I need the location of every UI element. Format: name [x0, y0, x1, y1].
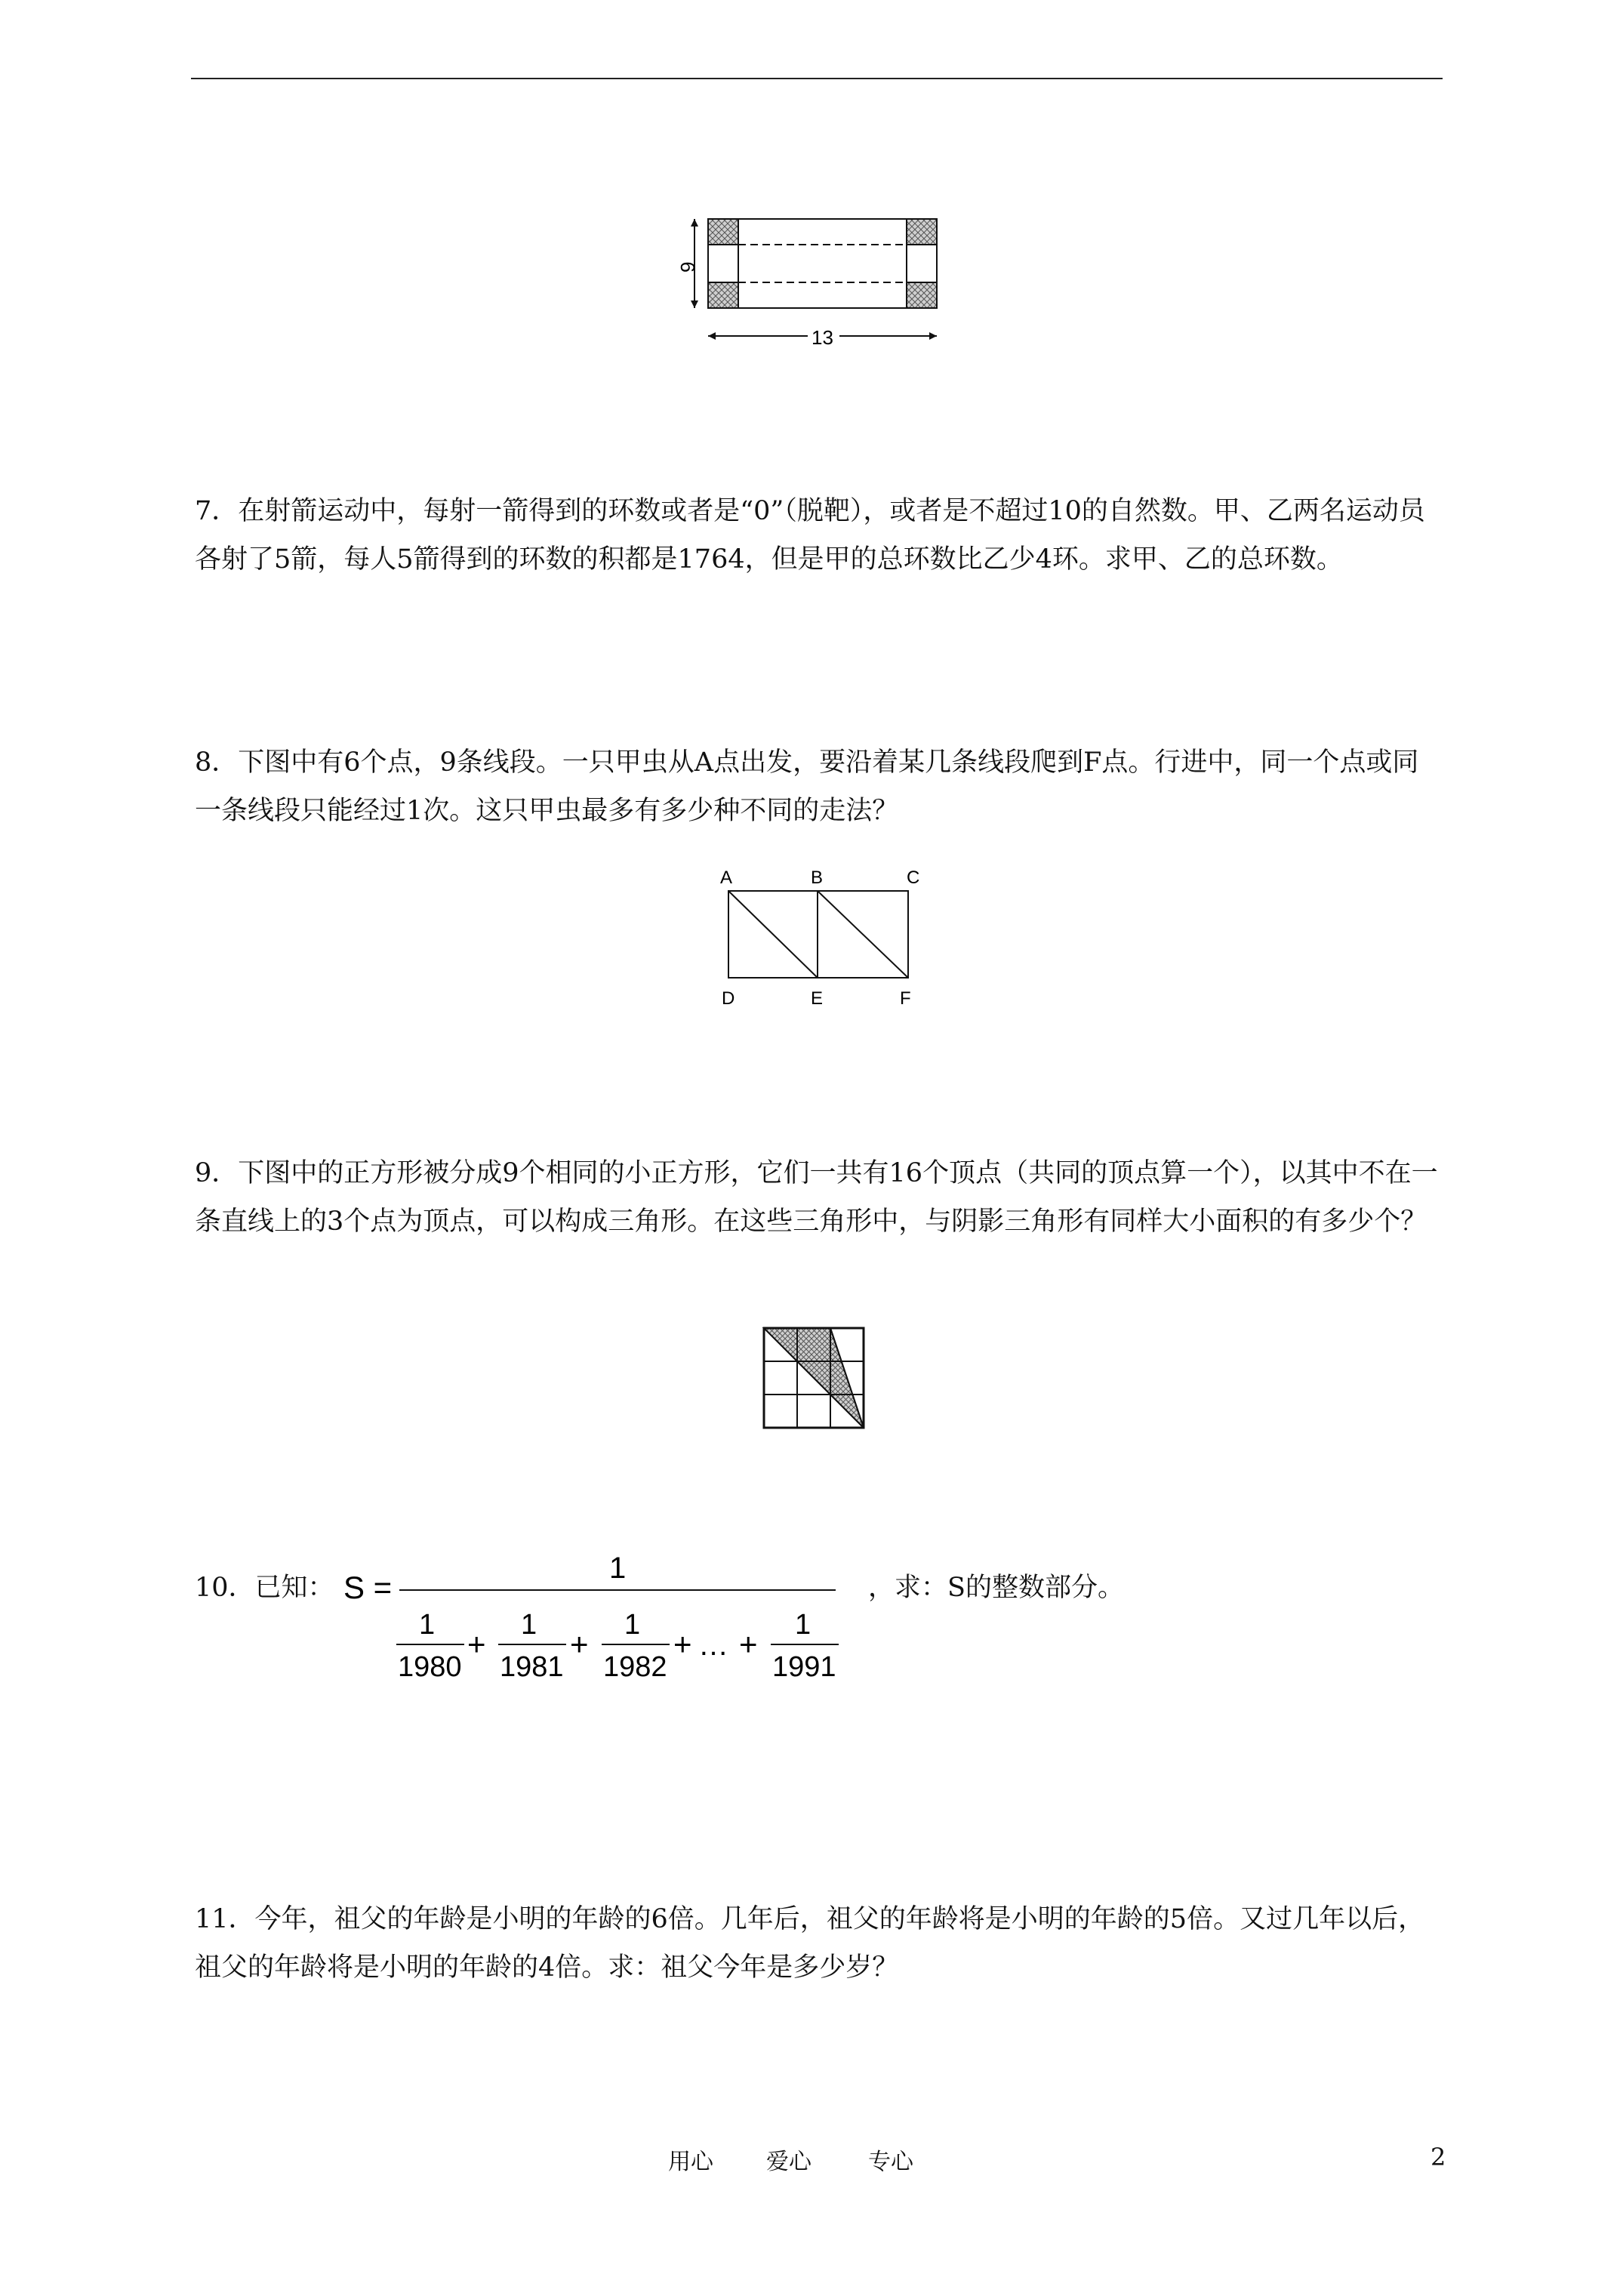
figure-shaded-grid: [759, 1323, 872, 1436]
problem-11-text: 11．今年，祖父的年龄是小明的年龄的6倍。几年后，祖父的年龄将是小明的年龄的5倍。又过几年以后，祖父的年龄将是小明的年龄的4倍。求：祖父今年是多少岁？: [195, 1904, 1425, 1983]
formula-lhs: S =: [343, 1570, 393, 1605]
point-a-label: A: [720, 868, 733, 888]
problem-9-text: 9．下图中的正方形被分成9个相同的小正方形，它们一共有16个顶点（共同的顶点算一个），以其中不在一条直线上的3个点为顶点，可以构成三角形。在这些三角形中，与阴影三角形有同样大小面积的有多少个？: [195, 1158, 1438, 1237]
formula-s: [343, 1549, 842, 1685]
figure1-width-label: 13: [812, 326, 833, 349]
problem-8-text: 8．下图中有6个点，9条线段。一只甲虫从A点出发，要沿着某几条线段爬到F点。行进中，同一个点或同一条线段只能经过1次。这只甲虫最多有多少种不同的走法？: [195, 747, 1419, 826]
footer-item-3: 专心: [868, 2149, 913, 2175]
footer-item-1: 用心: [668, 2149, 713, 2175]
plus-2: +: [570, 1626, 589, 1662]
plus-3: +: [673, 1626, 692, 1662]
page-number: 2: [1431, 2143, 1446, 2171]
problem-10-suffix: ，求：S的整数部分。: [868, 1573, 1124, 1603]
figure-box-net: [676, 211, 951, 355]
plus-4: +: [739, 1626, 758, 1662]
formula-ellipsis: …: [698, 1629, 728, 1662]
term3-num: 1: [624, 1609, 641, 1641]
term2-den: 1981: [500, 1651, 564, 1683]
term4-den: 1991: [772, 1651, 836, 1683]
term2-num: 1: [521, 1609, 537, 1641]
point-e-label: E: [811, 988, 824, 1009]
point-b-label: B: [811, 868, 824, 888]
plus-1: +: [467, 1626, 486, 1662]
term1-num: 1: [419, 1609, 436, 1641]
term4-num: 1: [795, 1609, 812, 1641]
problem-10-prefix: 10．已知：: [195, 1573, 334, 1603]
term1-den: 1980: [398, 1651, 462, 1683]
point-f-label: F: [900, 988, 911, 1009]
header-rule: [191, 78, 1443, 79]
figure-point-graph: [710, 861, 936, 1012]
problem-7-text: 7．在射箭运动中，每射一箭得到的环数或者是“0”（脱靶），或者是不超过10的自然数。甲、乙两名运动员各射了5箭，每人5箭得到的环数的积都是1764，但是甲的总环数比乙少4环。求甲、乙的总环数。: [195, 496, 1425, 575]
point-d-label: D: [722, 988, 735, 1009]
figure1-height-label: 9: [676, 261, 699, 273]
footer-item-2: 爱心: [766, 2149, 812, 2175]
point-c-label: C: [907, 868, 920, 888]
formula-numerator: 1: [609, 1552, 627, 1585]
term3-den: 1982: [603, 1651, 667, 1683]
